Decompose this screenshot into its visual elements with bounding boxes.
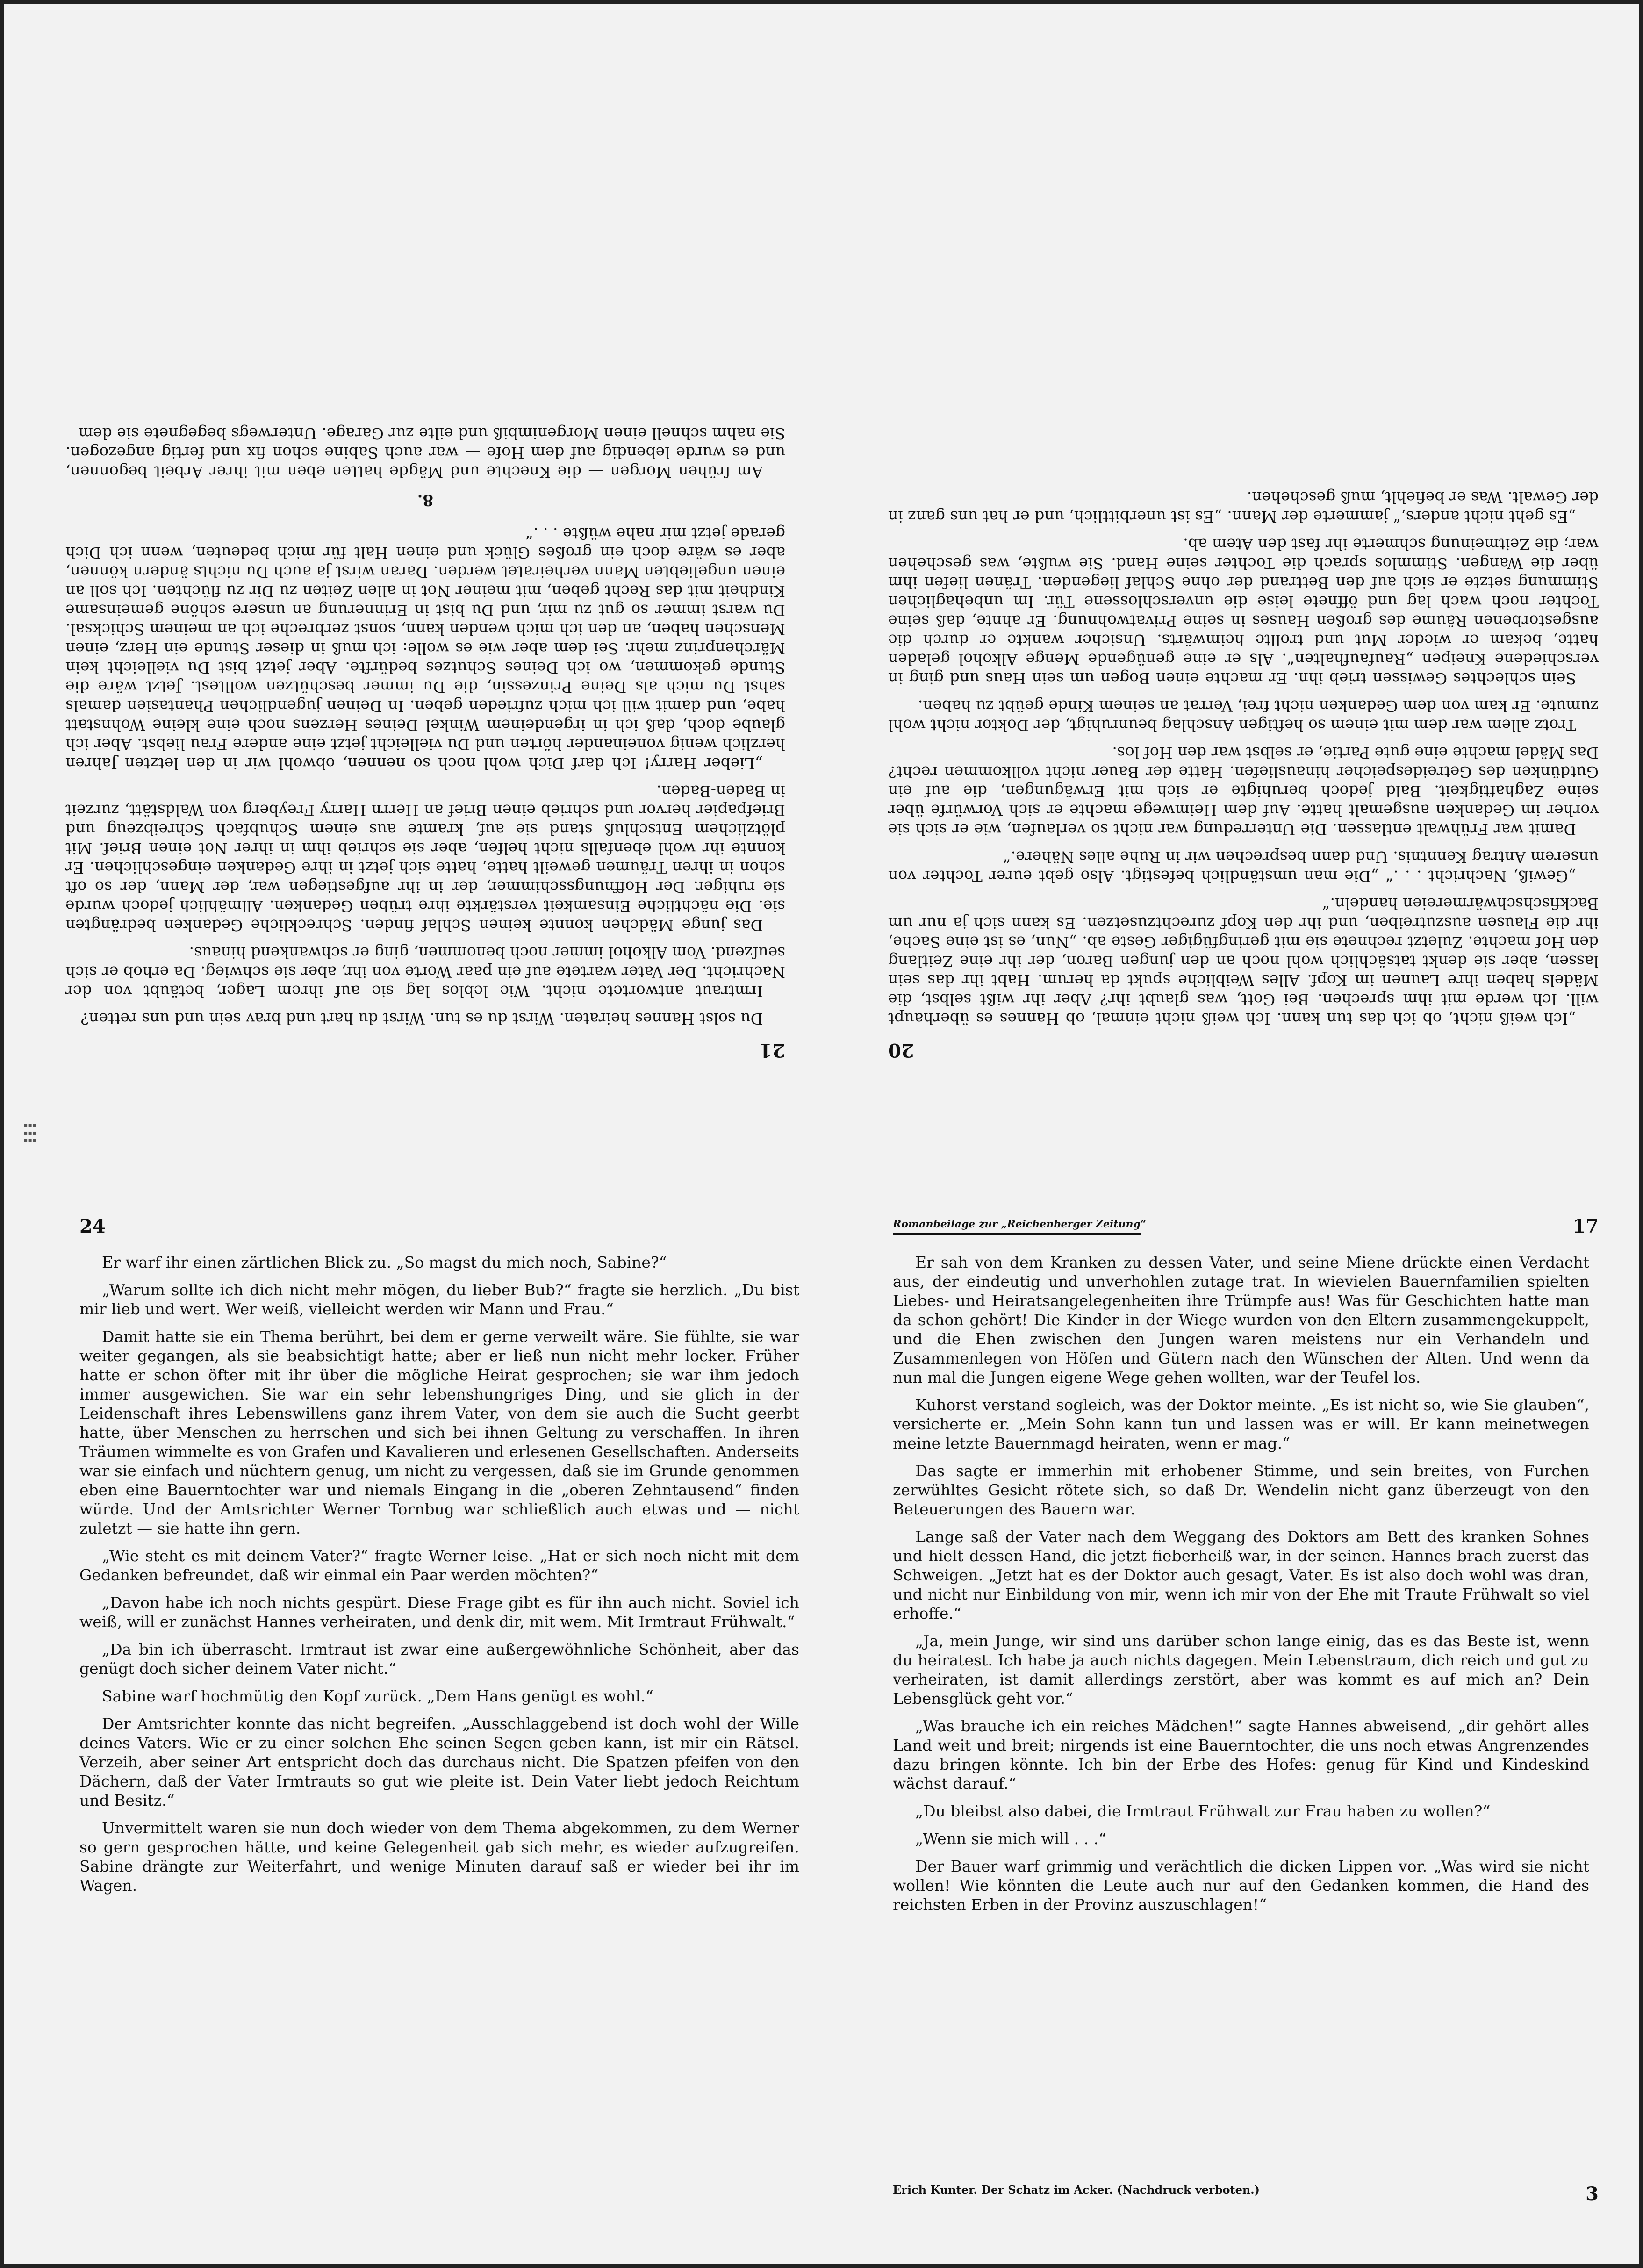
page-21-quadrant — [56, 79, 795, 1061]
paragraph: „Du bleibst also dabei, die Irmtraut Frühwalt zur Frau haben zu wollen?“ — [915, 1802, 1491, 1820]
paragraph: „Lieber Harry! Ich darf Dich wohl noch so nennen, obwohl wir in den letzten Jahren herzlich wenig voneinander hörten und Du vielleicht jetzt eine andere Frau liebst. Aber ich glaube doch, daß ich in irgendeinem Winkel Deines Herzens noch eine kleine Wohnstatt habe, und damit will ich mich zufrieden geben. In Deinen jugendlichen Phantasien damals sahst Du mich als Deine Prinzessin, die Du immer beschützen wolltest. Jetzt wäre die Stunde gekommen, wo ich Deines Schutzes bedürfte. Aber jetzt bist Du vielleicht kein Märchenprinz mehr. Sei dem aber wie es wolle: ich muß in dieser Stunde ein Herz, einen Menschen haben, an den ich mich wenden kann, sonst zerbreche ich an meinem Schicksal. Du warst immer so gut zu mir, und Du bist in Erinnerung an unsere schöne gemeinsame Kindheit mit das Recht geben, mit meiner Not in allen Zeiten zu Dir zu flüchten. Ich soll an einen ungeliebten Mann verheiratet werden. Daran wirst ja auch Du nichts ändern können, aber es wäre doch ein großes Glück und einen Halt für mich bedeuten, wenn ich Dich gerade jetzt mir nahe wüßte . . .“ — [65, 524, 785, 773]
header-rule — [893, 1233, 1141, 1235]
footer-page-number: 3 — [1586, 2183, 1599, 2205]
paragraph: Sein schlechtes Gewissen trieb ihn. Er machte einen Bogen um sein Haus und ging in verschiedene Kneipen „Raufaufhalten“. Als er eine genügende Menge Alkohol geladen hatte, bekam er wieder Mut und trollte heimwärts. Unsicher wankte er durch die ausgestorbenen Räume des großen Hauses in seine Privatwohnung. Er ahnte, daß seine Tochter noch wach lag und öffnete leise die unverschlossene Tür. Im unbehaglichen Stimmung setzte er sich auf den Bettrand der ohne Schlaf liegenden. Tränen liefen ihm über die Wangen. Stimmlos sprach die Tochter seine Hand. Sie wußte, was geschehen war; die Zeitmeinung schmerte ihr fast den Atem ab. — [888, 535, 1599, 688]
paragraph: Damit hatte sie ein Thema berührt, bei dem er gerne verweilt wäre. Sie fühlte, sie war weiter gegangen, als sie beabsichtigt hatte; aber er ließ nun nicht mehr locker. Früher hatte er schon öfter mit ihr über die mögliche Heirat gesprochen; sie war ihm jedoch immer ausgewichen. Sie war ein sehr lebenshungriges Ding, und sie glich in der Leidenschaft ihres Lebenswillens ganz ihrem Vater, von dem sie auch die Sucht geerbt hatte, über Menschen zu herrschen und sich bei ihnen Geltung zu verschaffen. In ihren Träumen wimmelte es von Grafen und Kavalieren und erlesenen Gesellschaften. Anderseits war sie einfach und nüchtern genug, um nicht zu vergessen, daß sie im Grunde genommen eben eine Bauerntochter war und niemals Eingang in die „oberen Zehntausend“ finden würde. Und der Amtsrichter Werner Tornbug war schließlich auch etwas und — nicht zuletzt — sie hatte ihn gern. — [79, 1328, 799, 1537]
paragraph: Er warf ihr einen zärtlichen Blick zu. „So magst du mich noch, Sabine?“ — [102, 1253, 667, 1271]
page-21-text-column — [65, 424, 785, 1028]
paragraph: Unvermittelt waren sie nun doch wieder von dem Thema abgekommen, zu dem Werner so gern gesprochen hätte, und keine Gelegenheit gab sich mehr, es wieder aufzugreifen. Sabine drängte zur Weiterfahrt, und wenige Minuten darauf saß er wieder bei ihr im Wagen. — [79, 1819, 799, 1895]
section-number: 8. — [417, 491, 434, 510]
paragraph: Er sah von dem Kranken zu dessen Vater, und seine Miene drückte einen Verdacht aus, der eindeutig und unverhohlen zutage trat. In wievielen Bauernfamilien spielten Liebes- und Heiratsangelegenheiten ihre Trümpfe aus! Was für Geschichten hatte man da schon gehört! Die Kinder in der Wiege wurden von den Eltern zusammengekuppelt, und die Ehen zwischen den Jungen waren meistens nur ein Verhandeln und Zusammenlegen von Höfen und Gütern nach den Wünschen der Alten. Und wenn da nun mal die Jungen eigene Wege gehen wollten, war der Teufel los. — [893, 1253, 1589, 1386]
paragraph: „Da bin ich überrascht. Irmtraut ist zwar eine außergewöhnliche Schönheit, aber das genügt doch sicher deinem Vater nicht.“ — [79, 1640, 799, 1678]
paragraph: Damit war Frühwalt entlassen. Die Unterredung war nicht so verlaufen, wie er sich sie vorher im Gedanken ausgemalt hatte. Auf dem Heimwege machte er sich Vorwürfe über seine Zaghaftigkeit. Bald jedoch beruhigte er sich mit Erwägungen, die auf ein Gutdünken des Getreidespeicher hinausliefen. Hatte der Bauer nicht vollkommen recht? Das Mädel machte eine gute Partie, er selbst war den Hof los. — [888, 744, 1599, 839]
paragraph: Trotz allem war dem mit einem so heftigen Anschlag beunruhigt, der Doktor nicht wohl zumute. Er kam von dem Gedanken nicht frei, Verrat an seinem Kinde geübt zu haben. — [888, 697, 1599, 734]
page-number: 21 — [759, 1039, 785, 1061]
paragraph: Das junge Mädchen konnte keinen Schlaf finden. Schreckliche Gedanken bedrängten sie. Die nächtliche Einsamkeit verstärkte ihre trüben Gedanken. Allmählich jedoch wurde sie ruhiger. Der Hoffnungsschimmer, der in ihr aufgestiegen war, der Mann, der so oft schon in ihren Träumen geweilt hatte, hatte sich jetzt in ihre Gedanken eingeschlichen. Er konnte ihr wohl ebenfalls nicht helfen, aber sie schrieb ihm in ihrer Not einen Brief. Mit plötzlichem Entschluß stand sie auf, kramte aus einem Schubfach Schreibzeug und Briefpapier hervor und schrieb einen Brief an Herrn Harry Freyberg von Waldstätt, zurzeit in Baden-Baden. — [65, 782, 785, 934]
paragraph: Der Amtsrichter konnte das nicht begreifen. „Ausschlaggebend ist doch wohl der Wille deines Vaters. Wie er zu einer solchen Ehe seinen Segen geben kann, ist mir ein Rätsel. Verzeih, aber seiner Art entspricht doch das durchaus nicht. Die Spatzen pfeifen von den Dächern, daß der Vater Irmtrauts so gut wie pleite ist. Dein Vater liebt jedoch Reichtum und Besitz.“ — [79, 1715, 799, 1809]
page-24-quadrant — [75, 1215, 813, 2234]
paragraph: „Ja, mein Junge, wir sind uns darüber schon lange einig, das es das Beste ist, wenn du heiratest. Ich habe ja auch nichts dagegen. Mein Lebenstraum, dich reich und gut zu verheiraten, ist damit allerdings zerstört, aber was kommt es auf mich an? Dein Lebensglück geht vor.“ — [893, 1632, 1589, 1708]
paragraph: Das sagte er immerhin mit erhobener Stimme, und sein breites, von Furchen zerwühltes Gesicht rötete sich, so daß Dr. Wendelin nicht ganz überzeugt von den Beteuerungen des Bauern war. — [893, 1462, 1589, 1518]
paragraph: Lange saß der Vater nach dem Weggang des Doktors am Bett des kranken Sohnes und hielt dessen Hand, die jetzt fieberheiß war, in der seinen. Hannes brach zuerst das Schweigen. „Jetzt hat es der Doktor auch gesagt, Vater. Es ist also doch wohl was dran, und nicht nur Einbildung von mir, wenn ich mir von der Ehe mit Traute Frühwalt so viel erhoffe.“ — [893, 1528, 1589, 1622]
paragraph: „Was brauche ich ein reiches Mädchen!“ sagte Hannes abweisend, „dir gehört alles Land weit und breit; nirgends ist eine Bauerntochter, die uns noch etwas Angrenzendes dazu bringen könnte. Ich bin der Erbe des Hofes: genug für Kind und Kindeskind wächst darauf.“ — [893, 1717, 1589, 1793]
page-number: 17 — [1572, 1215, 1599, 1237]
paragraph: Du solst Hannes heiraten. Wirst du es tun. Wirst du hart und brav sein und uns retten? — [80, 1010, 763, 1028]
paragraph: Der Bauer warf grimmig und verächtlich die dicken Lippen vor. „Was wird sie nicht wollen! Wie könnten die Leute auch nur auf den Gedanken kommen, die Hand des reichsten Erben in der Provinz auszuschlagen!“ — [893, 1857, 1589, 1914]
paragraph: „Gewiß, Nachricht . . .“ „Die man umständlich befestigt. Also gebt eurer Tochter von unserem Antrag Kenntnis. Und dann besprechen wir in Ruhe alles Nähere.“ — [888, 848, 1599, 885]
page-17-text-column — [893, 1253, 1589, 1914]
paragraph: Am frühen Morgen — die Knechte und Mägde hatten eben mit ihrer Arbeit begonnen, und es wurde lebendig auf dem Hofe — war auch Sabine schon fix und fertig angezogen. Sie nahm schnell einen Morgenimbiß und eilte zur Garage. Unterwegs begegnete sie dem — [65, 424, 785, 481]
running-footer: Erich Kunter. Der Schatz im Acker. (Nachdruck verboten.) — [893, 2183, 1260, 2196]
page-number: 20 — [888, 1039, 914, 1061]
page-24-text-column — [79, 1253, 799, 1895]
paragraph: „Es geht nicht anders,“ jammerte der Mann. „Es ist unerbittlich, und er hat uns ganz in der Gewalt. Was er befiehlt, muß geschehen. — [888, 488, 1599, 526]
paragraph: Irmtraut antwortete nicht. Wie leblos lag sie auf ihrem Lager, betäubt von der Nachricht. Der Vater wartete auf ein paar Worte von ihr, aber sie schwieg. Da erhob er sich seufzend. Vom Alkohol immer noch benommen, ging er schwankend hinaus. — [65, 944, 785, 1000]
paragraph: Sabine warf hochmütig den Kopf zurück. „Dem Hans genügt es wohl.“ — [102, 1687, 653, 1705]
paragraph: „Ich weiß nicht, ob ich das tun kann. Ich weiß nicht einmal, ob Hannes es überhaupt will. Ich werde mit ihm sprechen. Bei Gott, was glaubt ihr? Aber ihr wißt selbst, die Mädels haben ihre Launen im Kopf. Alles Weibliche spukt da herum. Habt ihr das sein lassen, aber sie denkt tatsächlich wohl noch an den jungen Baron, der ihr eine Zeitlang den Hof machte. Zuletzt rechnete sie mit geringfügiger Geste ab. „Nun, es ist eine Sache, ihr die Flausen auszutreiben, und ihr den Kopf zurechtzusetzen. Es kann sich ja nur um Backfischschwärmereien handeln.“ — [888, 895, 1599, 1028]
page-20-quadrant — [879, 79, 1608, 1061]
paragraph: „Wie steht es mit deinem Vater?“ fragte Werner leise. „Hat er sich noch nicht mit dem Gedanken befreundet, daß wir einmal ein Paar werden möchten?“ — [79, 1547, 799, 1584]
paragraph: „Wenn sie mich will . . .“ — [915, 1830, 1106, 1848]
running-header: Romanbeilage zur „Reichenberger Zeitung“ — [893, 1218, 1147, 1230]
scan-artifact-mark: ▪▪▪ ▪▪▪ ▪▪▪ — [23, 1122, 37, 1144]
page-17-quadrant — [893, 1215, 1603, 2234]
paragraph: „Warum sollte ich dich nicht mehr mögen, du lieber Bub?“ fragte sie herzlich. „Du bist mir lieb und wert. Wer weiß, vielleicht werden wir Mann und Frau.“ — [79, 1281, 799, 1318]
page-number: 24 — [79, 1215, 106, 1237]
page-20-text-column — [888, 488, 1599, 1028]
paragraph: Kuhorst verstand sogleich, was der Doktor meinte. „Es ist nicht so, wie Sie glauben“, versicherte er. „Mein Sohn kann tun und lassen was er will. Er kann meinetwegen meine letzte Bauernmagd heiraten, wenn er mag.“ — [893, 1396, 1589, 1452]
paragraph: „Davon habe ich noch nichts gespürt. Diese Frage gibt es für ihn auch nicht. Soviel ich weiß, will er zunächst Hannes verheiraten, und denk dir, mit wem. Mit Irmtraut Frühwalt.“ — [79, 1593, 799, 1631]
